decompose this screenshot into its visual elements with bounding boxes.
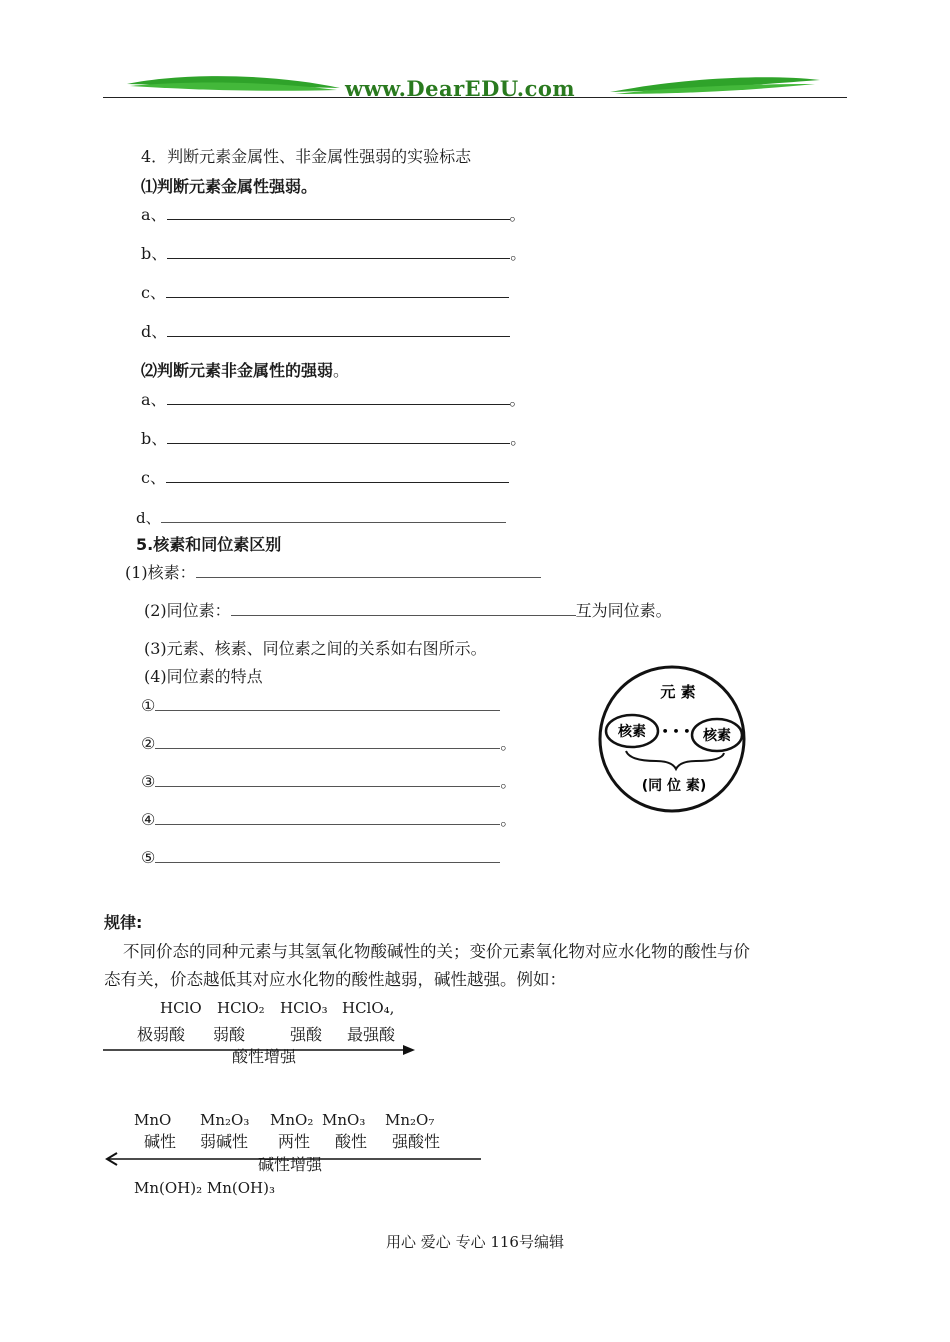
oxide-formula-3: MnO₂: [270, 1111, 314, 1129]
answer-blank[interactable]: [155, 734, 500, 749]
feature-label: ①: [141, 696, 156, 715]
rules-paragraph-line2: 态有关，价态越低其对应水化物的酸性越弱，碱性越强。例如：: [104, 970, 566, 989]
feature-label: ②: [141, 734, 156, 753]
section4-title: 4．判断元素金属性、非金属性强弱的实验标志: [141, 147, 472, 166]
part1-item-c: [141, 283, 509, 303]
diagram-dots: • • •: [661, 725, 691, 738]
item-end: 。: [510, 429, 527, 448]
feature-end: 。: [500, 772, 517, 791]
item-label: a、: [141, 205, 167, 224]
rules-paragraph-line1: 不同价态的同种元素与其氢氧化物酸碱性的关；变价元素氧化物对应水化物的酸性与价: [123, 942, 750, 961]
acid-formula-4: HClO₄,: [342, 999, 395, 1017]
feature-item-3: [141, 772, 516, 792]
feature-item-1: [141, 696, 500, 716]
oxide-formula-4: MnO₃: [322, 1111, 366, 1129]
acid-label-1: 极弱酸: [137, 1025, 186, 1044]
acid-formula-3: HClO₃: [280, 999, 328, 1017]
oxide-formula-2: Mn₂O₃: [200, 1111, 250, 1129]
part2-item-c: [141, 468, 509, 488]
feature-end: 。: [500, 810, 517, 829]
part2-item-d: [136, 508, 506, 528]
answer-blank[interactable]: [155, 810, 500, 825]
item-end: 。: [510, 244, 527, 263]
acid-formula-1: HClO: [160, 999, 202, 1017]
element-relation-diagram: [596, 665, 748, 813]
answer-blank[interactable]: [155, 848, 500, 863]
answer-blank[interactable]: [167, 390, 510, 405]
item-label: b、: [141, 429, 168, 448]
item-end: 。: [509, 390, 526, 409]
oxide-label-1: 碱性: [144, 1132, 177, 1151]
acid-formula-2: HClO₂: [217, 999, 265, 1017]
part2-title: ⑵判断元素非金属性的强弱: [141, 361, 334, 380]
diagram-element-label: 元 素: [660, 683, 696, 701]
feature-label: ③: [141, 772, 156, 791]
part1-item-d: [141, 322, 510, 342]
item-label: a、: [141, 390, 167, 409]
part1-title: ⑴判断元素金属性强弱。: [141, 177, 318, 196]
diagram-nuclide-right: 核素: [703, 728, 731, 744]
nuclide-label: (1)核素：: [125, 563, 196, 582]
oxide-label-3: 两性: [278, 1132, 311, 1151]
diagram-nuclide-left: 核素: [618, 724, 646, 740]
isotope-suffix: 互为同位素。: [575, 601, 672, 620]
oxide-label-5: 强酸性: [392, 1132, 441, 1151]
answer-blank[interactable]: [167, 429, 510, 444]
part2-item-b: [141, 429, 526, 449]
acid-label-3: 强酸: [290, 1025, 323, 1044]
feature-label: ④: [141, 810, 156, 829]
section5-title: 5.核素和同位素区别: [136, 535, 282, 554]
acid-label-2: 弱酸: [213, 1025, 246, 1044]
answer-blank[interactable]: [166, 283, 509, 298]
answer-blank[interactable]: [155, 772, 500, 787]
feature-item-2: [141, 734, 516, 754]
item-label: b、: [141, 244, 168, 263]
page-footer: 用心 爱心 专心 116号编辑: [386, 1233, 564, 1251]
nuclide-row: [125, 563, 541, 583]
hydroxide-formulas: Mn(OH)₂ Mn(OH)₃: [134, 1179, 275, 1197]
answer-blank[interactable]: [166, 468, 509, 483]
oxide-formula-1: MnO: [134, 1111, 172, 1129]
isotope-blank[interactable]: [231, 601, 576, 616]
header-rule: [103, 97, 847, 98]
part1-item-b: [141, 244, 526, 264]
item-label: c、: [141, 283, 166, 302]
site-logo-text: www.DearEDU.com: [345, 76, 576, 101]
acid-label-4: 最强酸: [347, 1025, 396, 1044]
features-title: (4)同位素的特点: [144, 667, 263, 686]
item-label: d、: [141, 322, 168, 341]
oxide-formula-5: Mn₂O₇: [385, 1111, 435, 1129]
item-label: d、: [136, 509, 161, 527]
oxide-label-4: 酸性: [335, 1132, 368, 1151]
answer-blank[interactable]: [167, 322, 510, 337]
oxide-label-2: 弱碱性: [200, 1132, 249, 1151]
part2-title-end: 。: [333, 361, 350, 380]
feature-end: 。: [500, 734, 517, 753]
item-end: 。: [509, 205, 526, 224]
feature-item-5: [141, 848, 500, 868]
answer-blank[interactable]: [167, 244, 510, 259]
nuclide-blank[interactable]: [196, 563, 541, 578]
brace-shape: [626, 751, 724, 769]
isotope-row: [144, 601, 672, 621]
answer-blank[interactable]: [155, 696, 500, 711]
answer-blank[interactable]: [161, 508, 506, 523]
part2-item-a: [141, 390, 526, 410]
isotope-label: (2)同位素：: [144, 601, 231, 620]
rules-title: 规律:: [104, 913, 143, 932]
feature-label: ⑤: [141, 848, 156, 867]
acid-arrow-label: 酸性增强: [232, 1047, 297, 1066]
part2-title-row: [141, 361, 349, 381]
item-label: c、: [141, 468, 166, 487]
base-arrow-label: 碱性增强: [258, 1155, 323, 1174]
part1-item-a: [141, 205, 526, 225]
diagram-isotope-label: (同 位 素): [641, 778, 707, 794]
feature-item-4: [141, 810, 516, 830]
answer-blank[interactable]: [167, 205, 510, 220]
relation-text: (3)元素、核素、同位素之间的关系如右图所示。: [144, 639, 487, 658]
